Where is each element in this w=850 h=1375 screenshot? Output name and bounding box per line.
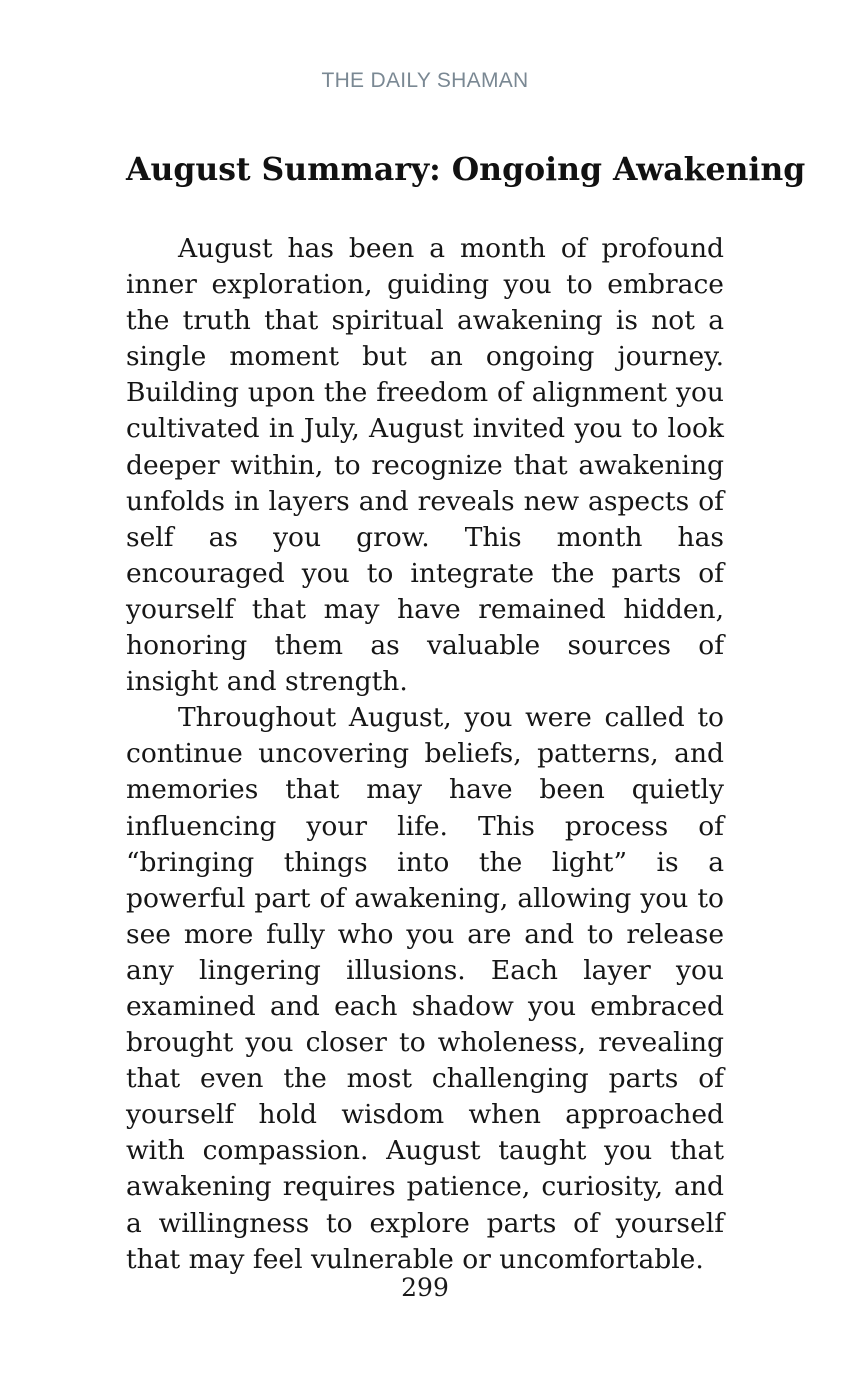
body-paragraph: August has been a month of profound inner exploration, guiding you to embrace the truth that spiritual awakening is not a single moment but an ongoing journey. Building upon the freedom of alignment you cultivated in July, August invited you to look deeper within, to recognize that awakening unfolds in layers and reveals new aspects of self as you grow. This month has encouraged you to integrate the parts of yourself that may have remained hidden, honoring them as valuable sources of insight and strength. [126,233,724,698]
page-number: 299 [401,1273,449,1302]
chapter-title: August Summary: Ongoing Awakening [126,151,806,188]
body-text [126,231,724,1278]
body-paragraph: Throughout August, you were called to continue uncovering beliefs, patterns, and memories that may have been quietly influencing your life. This process of “bringing things into the light” is a powerful part of awakening, allowing you to see more fully who you are and to release any lingering illusions. Each layer you examined and each shadow you embraced brought you closer to wholeness, revealing that even the most challenging parts of yourself hold wisdom when approached with compassion. August taught you that awakening requires patience, curiosity, and a willingness to explore parts of yourself that may feel vulnerable or uncomfortable. [126,702,724,1275]
running-header: THE DAILY SHAMAN [321,69,529,92]
